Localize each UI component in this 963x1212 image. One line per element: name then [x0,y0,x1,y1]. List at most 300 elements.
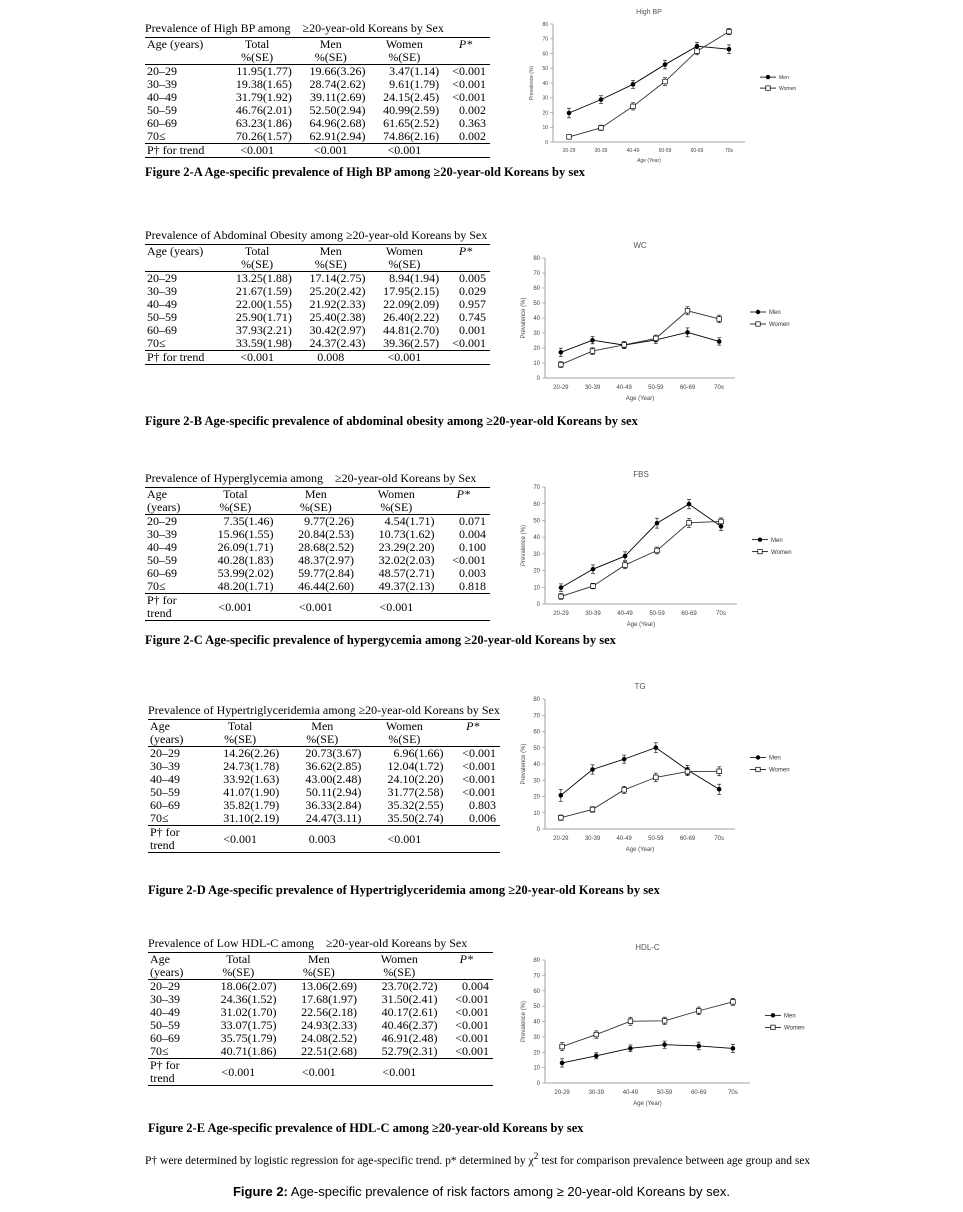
col-header-age: Age (years) [145,38,220,65]
cell-p: 0.745 [459,310,486,324]
cell-total: 26.09(1.71) [217,540,274,554]
chart-fbs [515,465,815,630]
legend-marker-women [756,322,760,326]
cell-p: 0.004 [462,979,489,993]
data-point-men [662,1042,667,1047]
cell-p: 0.006 [469,811,496,825]
x-tick-label: 20-29 [554,1090,570,1096]
figure-caption-text: Age-specific prevalence of risk factors among ≥ 20-year-old Koreans by sex. [287,1184,731,1199]
y-tick-label: 0 [536,376,540,383]
x-tick-label: 40-49 [626,148,640,154]
series-line-women [561,311,719,365]
series-line-men [561,504,721,588]
cell-p: <0.001 [452,336,486,350]
x-tick-label: 70s [724,148,734,154]
legend-label: Men [784,1013,796,1020]
data-point-men [731,1046,736,1051]
cell-women: 40.46(2.37) [381,1018,438,1032]
chart-title: HDL-C [635,943,660,952]
table-d [148,704,500,853]
series-line-women [561,771,719,817]
table-header-row [145,488,490,515]
cell-age: 70≤ [150,811,169,825]
data-table [145,37,490,158]
y-tick-label: 60 [533,988,540,995]
cell-age: 60–69 [150,1031,180,1045]
cell-trend-men: <0.001 [276,594,357,621]
chart-title: WC [633,241,647,250]
x-tick-label: 30-39 [594,148,608,154]
data-point-men [560,1061,565,1066]
cell-age: 70≤ [147,336,166,350]
data-point-men [685,330,690,335]
cell-total: 21.67(1.59) [235,284,292,298]
cell-p: <0.001 [455,1018,489,1032]
cell-women: 48.57(2.71) [378,566,435,580]
data-point-women [559,815,564,820]
table-title: Prevalence of Hypertriglyceridemia among ≥20-year-old Koreans by Sex [148,703,500,717]
data-point-men [717,787,722,792]
data-point-men [559,350,564,355]
cell-women: 52.79(2.31) [381,1044,438,1058]
legend-marker-women [756,767,760,771]
col-header-women: Women %(SE) [368,245,442,272]
data-table [145,244,490,365]
data-table [145,487,490,621]
cell-women: 23.70(2.72) [381,979,438,993]
chart-hdl-c [515,935,815,1115]
cell-women: 22.09(2.09) [383,297,440,311]
cell-age: 40–49 [147,540,177,554]
table-row [145,272,490,286]
data-point-women [685,769,690,774]
y-tick-label: 40 [542,80,548,87]
cell-trend-label: P† for trend [148,1059,198,1086]
col-header-p: P* [440,953,493,980]
cell-total: 18.06(2.07) [220,979,277,993]
cell-women: 46.91(2.48) [381,1031,438,1045]
y-tick-label: 80 [542,21,548,28]
cell-trend-women: <0.001 [368,144,442,158]
figure-caption-b: Figure 2-B Age-specific prevalence of abdominal obesity among ≥20-year-old Koreans by sex [145,414,638,428]
figure-caption-c: Figure 2-C Age-specific prevalence of hypergycemia among ≥20-year-old Koreans by sex [145,633,616,647]
cell-women: 49.37(2.13) [378,579,435,593]
cell-total: 35.75(1.79) [220,1031,277,1045]
cell-trend-label: P† for trend [145,594,195,621]
y-axis-label: Prevalence (%) [521,743,527,785]
cell-p: <0.001 [455,1031,489,1045]
cell-men: 9.77(2.26) [304,514,355,528]
y-tick-label: 10 [533,585,540,592]
data-point-women [654,336,659,341]
y-tick-label: 60 [533,286,540,293]
cell-age: 60–69 [147,323,177,337]
cell-p: 0.029 [459,284,486,298]
cell-trend-total: <0.001 [199,826,281,853]
table-title: Prevalence of Hyperglycemia among ≥20-year-old Koreans by Sex [145,471,477,485]
y-tick-label: 80 [533,958,540,965]
cell-p: <0.001 [452,64,486,78]
data-point-women [662,1018,667,1023]
x-tick-label: 50-59 [649,611,665,617]
cell-age: 20–29 [150,979,180,993]
data-point-women [594,1032,599,1037]
cell-trend-empty [437,594,490,621]
table-b [145,229,490,365]
x-tick-label: 60-69 [681,611,697,617]
col-header-p: P* [437,488,490,515]
x-tick-label: 20-29 [553,385,569,391]
cell-trend-empty [440,1059,493,1086]
data-point-men [590,338,595,343]
cell-age: 70≤ [147,129,166,143]
table-title: Prevalence of High BP among ≥20-year-old Koreans by Sex [145,21,444,35]
cell-age: 30–39 [147,77,177,91]
legend-marker-women [771,1025,775,1029]
table-row [145,65,490,79]
cell-age: 20–29 [147,271,177,285]
cell-p: <0.001 [462,772,496,786]
cell-age: 60–69 [150,798,180,812]
x-tick-label: 30-39 [584,385,601,391]
cell-age: 50–59 [150,1018,180,1032]
data-point-women [685,308,690,313]
data-point-women [622,343,627,348]
table-c [145,472,490,621]
legend-label: Men [769,310,781,317]
data-table [148,952,493,1086]
cell-trend-label: P† for trend [145,351,220,365]
cell-p: 0.002 [459,129,486,143]
cell-men: 36.62(2.85) [305,759,362,773]
cell-women: 44.81(2.70) [383,323,440,337]
data-point-men [654,745,659,750]
data-point-women [731,1000,736,1005]
x-tick-label: 30-39 [588,1090,604,1096]
data-point-women [695,49,700,54]
x-axis-label: Age (Year) [633,1101,662,1107]
data-point-women [623,563,628,568]
x-tick-label: 50-59 [648,836,664,842]
cell-trend-women: <0.001 [368,351,442,365]
cell-trend-empty [446,826,501,853]
cell-p: <0.001 [462,785,496,799]
x-tick-label: 50-59 [648,385,664,391]
cell-p: 0.071 [459,514,486,528]
cell-men: 46.44(2.60) [298,579,355,593]
col-header-age: Age (years) [145,488,195,515]
cell-women: 40.17(2.61) [381,1005,438,1019]
cell-total: 13.25(1.88) [235,271,292,285]
cell-total: 31.79(1.92) [235,90,292,104]
cell-men: 64.96(2.68) [309,116,366,130]
cell-age: 40–49 [150,1005,180,1019]
series-line-men [562,1045,733,1063]
data-point-women [628,1019,633,1024]
cell-men: 22.51(2.68) [301,1044,358,1058]
chart-wc [515,230,815,410]
cell-age: 70≤ [150,1044,169,1058]
cell-total: 22.00(1.55) [235,297,292,311]
legend-marker-men [771,1013,775,1017]
cell-age: 20–29 [150,746,180,760]
cell-women: 3.47(1.14) [389,64,440,78]
cell-age: 30–39 [150,759,180,773]
data-point-men [590,767,595,772]
data-point-women [560,1044,565,1049]
series-line-women [562,1002,733,1047]
cell-total: 40.71(1.86) [220,1044,277,1058]
cell-age: 50–59 [150,785,180,799]
cell-p: <0.001 [452,553,486,567]
y-tick-label: 60 [533,501,540,508]
cell-total: 35.82(1.79) [223,798,280,812]
cell-p: 0.100 [459,540,486,554]
table-header-row [145,38,490,65]
cell-men: 43.00(2.48) [305,772,362,786]
col-header-total: Total %(SE) [220,245,294,272]
cell-p: 0.004 [459,527,486,541]
table-header-row [148,953,493,980]
cell-total: 53.99(2.02) [217,566,274,580]
y-tick-label: 70 [533,713,540,720]
cell-women: 26.40(2.22) [383,310,440,324]
cell-trend-women: <0.001 [359,1059,440,1086]
y-tick-label: 50 [533,1004,540,1011]
col-header-men: Men %(SE) [294,245,368,272]
y-tick-label: 80 [533,256,540,263]
legend-marker-women [766,86,770,90]
data-point-women [590,807,595,812]
col-header-age: Age (years) [148,720,199,747]
cell-women: 24.15(2.45) [383,90,440,104]
cell-men: 20.84(2.53) [298,527,355,541]
cell-women: 40.99(2.59) [383,103,440,117]
cell-trend-men: <0.001 [279,1059,360,1086]
y-tick-label: 20 [533,1050,540,1057]
x-tick-label: 70s [728,1090,738,1096]
legend-marker-women [758,549,762,553]
col-header-women: Women %(SE) [356,488,437,515]
table-a [145,22,495,158]
x-tick-label: 30-39 [584,836,601,842]
cell-total: 19.38(1.65) [235,77,292,91]
col-header-age: Age (years) [148,953,198,980]
data-point-men [599,97,604,102]
cell-total: 31.10(2.19) [223,811,280,825]
figure-caption-e: Figure 2-E Age-specific prevalence of HDL-C among ≥20-year-old Koreans by sex [148,1121,584,1135]
data-point-men [687,502,692,507]
y-tick-label: 10 [533,810,540,817]
cell-women: 8.94(1.94) [389,271,440,285]
cell-men: 28.74(2.62) [309,77,366,91]
cell-total: 41.07(1.90) [223,785,280,799]
y-tick-label: 70 [533,485,540,492]
cell-total: 63.23(1.86) [235,116,292,130]
figure-caption-a: Figure 2-A Age-specific prevalence of High BP among ≥20-year-old Koreans by sex [145,165,586,179]
cell-women: 32.02(2.03) [378,553,435,567]
y-tick-label: 30 [533,331,540,338]
cell-total: 33.92(1.63) [223,772,280,786]
cell-trend-total: <0.001 [198,1059,279,1086]
data-point-men [717,339,722,344]
table-row [148,1045,493,1059]
col-header-men: Men %(SE) [276,488,357,515]
y-tick-label: 70 [533,973,540,980]
cell-p: 0.363 [459,116,486,130]
cell-total: 33.59(1.98) [235,336,292,350]
data-point-women [559,362,564,367]
data-point-men [696,1044,701,1049]
data-point-men [628,1046,633,1051]
cell-women: 10.73(1.62) [378,527,435,541]
col-header-men: Men %(SE) [281,720,363,747]
y-tick-label: 60 [533,729,540,736]
y-tick-label: 10 [533,1065,540,1072]
cell-men: 24.47(3.11) [305,811,362,825]
col-header-total: Total %(SE) [198,953,279,980]
legend-label: Men [771,537,783,544]
data-point-women [559,594,564,599]
table-header-row [145,245,490,272]
cell-age: 20–29 [147,64,177,78]
table-title: Prevalence of Low HDL-C among ≥20-year-old Koreans by Sex [148,936,468,950]
cell-p: 0.957 [459,297,486,311]
data-point-women [663,79,668,84]
cell-total: 37.93(2.21) [235,323,292,337]
cell-trend-total: <0.001 [195,594,276,621]
y-tick-label: 0 [536,1081,540,1088]
cell-men: 24.93(2.33) [301,1018,358,1032]
x-tick-label: 60-69 [690,148,704,154]
cell-p: <0.001 [462,746,496,760]
data-point-women [591,584,596,589]
cell-women: 17.95(2.15) [383,284,440,298]
x-tick-label: 40-49 [616,836,632,842]
cell-total: 14.26(2.26) [223,746,280,760]
cell-trend-total: <0.001 [220,351,294,365]
cell-p: <0.001 [452,90,486,104]
trend-row [148,826,500,853]
cell-age: 60–69 [147,116,177,130]
data-point-men [655,521,660,526]
cell-total: 15.96(1.55) [217,527,274,541]
y-tick-label: 50 [533,518,540,525]
y-tick-label: 0 [545,139,548,146]
legend-label: Women [784,1025,805,1032]
cell-women: 61.65(2.52) [383,116,440,130]
cell-trend-label: P† for trend [145,144,220,158]
cell-trend-empty [441,351,490,365]
col-header-p: P* [446,720,501,747]
cell-total: 40.28(1.83) [217,553,274,567]
y-axis-label: Prevalence (%) [521,1000,527,1043]
table-title: Prevalence of Abdominal Obesity among ≥20-year-old Koreans by Sex [145,228,488,242]
chart-title: FBS [633,470,649,479]
cell-women: 35.32(2.55) [387,798,444,812]
cell-women: 23.29(2.20) [378,540,435,554]
data-point-men [559,793,564,798]
y-tick-label: 30 [533,551,540,558]
data-point-men [622,757,627,762]
x-tick-label: 70s [714,836,725,842]
cell-men: 25.40(2.38) [309,310,366,324]
table-e [148,937,493,1086]
y-axis-label: Prevalence (%) [521,297,527,339]
cell-age: 40–49 [147,90,177,104]
data-point-women [696,1009,701,1014]
footnote-superscript: 2 [533,1151,539,1162]
cell-total: 46.76(2.01) [235,103,292,117]
cell-p: <0.001 [455,992,489,1006]
cell-women: 4.54(1.71) [384,514,435,528]
cell-men: 36.33(2.84) [305,798,362,812]
cell-trend-women: <0.001 [356,594,437,621]
table-row [148,980,493,994]
y-tick-label: 40 [533,316,540,323]
y-tick-label: 70 [542,36,548,43]
cell-p: 0.001 [459,323,486,337]
table-row [148,747,500,761]
data-point-women [655,548,660,553]
x-tick-label: 20-29 [562,148,576,154]
cell-total: 11.95(1.77) [236,64,292,78]
legend-label: Men [779,74,789,81]
cell-age: 60–69 [147,566,177,580]
y-tick-label: 0 [536,827,540,834]
cell-age: 50–59 [147,310,177,324]
x-axis-label: Age (Year) [625,847,655,853]
y-tick-label: 10 [542,125,548,131]
data-point-women [717,769,722,774]
y-tick-label: 20 [542,110,548,117]
trend-row [148,1059,493,1086]
table-row [145,130,490,144]
cell-age: 40–49 [147,297,177,311]
y-tick-label: 40 [533,535,540,542]
chart-tg [515,677,815,857]
legend-marker-men [758,537,762,541]
x-axis-label: Age (Year) [626,622,656,628]
figure-label: Figure 2: [232,1184,288,1199]
cell-age: 30–39 [147,527,177,541]
x-tick-label: 60-69 [679,836,696,842]
x-tick-label: 50-59 [658,148,672,154]
cell-women: 31.77(2.58) [387,785,444,799]
legend-label: Women [769,322,790,329]
cell-men: 24.08(2.52) [301,1031,358,1045]
trend-row [145,351,490,365]
trend-row [145,144,490,158]
x-tick-label: 40-49 [622,1090,639,1096]
series-line-women [561,521,721,596]
data-point-men [623,554,628,559]
cell-p: 0.002 [459,103,486,117]
cell-women: 39.36(2.57) [383,336,440,350]
cell-p: <0.001 [452,77,486,91]
legend-marker-men [756,310,760,314]
main-figure-caption [0,1184,963,1199]
y-tick-label: 20 [533,568,540,575]
cell-age: 30–39 [150,992,180,1006]
legend-marker-men [756,755,760,759]
cell-trend-women: <0.001 [363,826,445,853]
y-tick-label: 70 [533,271,540,278]
x-tick-label: 60-69 [691,1090,707,1096]
data-point-men [559,585,564,590]
cell-total: 31.02(1.70) [220,1005,277,1019]
cell-trend-label: P† for trend [148,826,199,853]
